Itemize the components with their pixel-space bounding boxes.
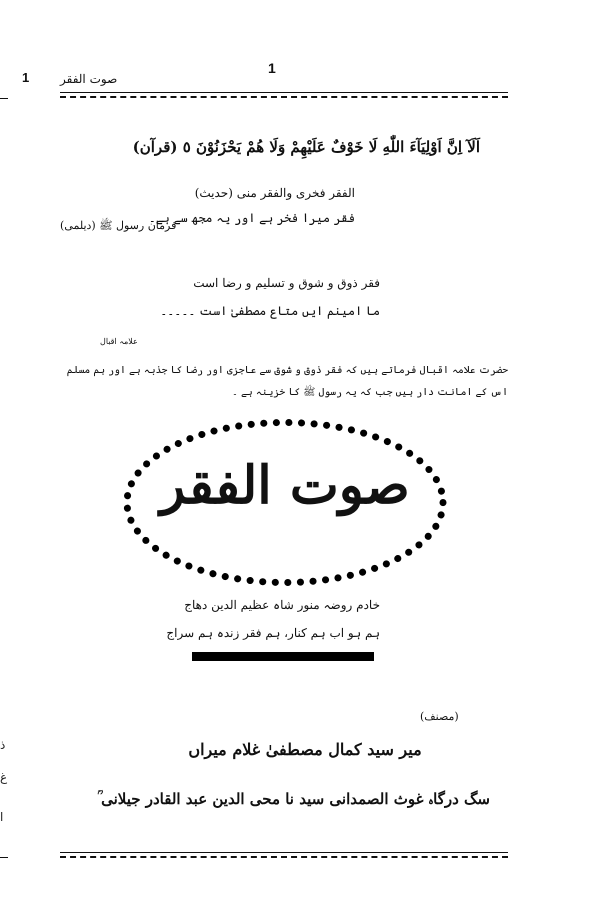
side-rule (0, 857, 8, 858)
khadim-line-2: ہم ہو اب ہم کنار، ہم فقر زندہ ہم سراج (166, 626, 380, 640)
hadith-urdu: فقر میرا فخر ہے اور یہ مجھ سے ہے۔ (148, 211, 355, 225)
hadith-arabic: الفقر فخری والفقر منی (حدیث) (194, 186, 355, 200)
black-bar (192, 652, 374, 661)
side-page-number: 1 (22, 70, 30, 85)
author-name: میر سید کمال مصطفیٰ غلام میراں (188, 740, 422, 759)
iqbal-paragraph: حضرت علامہ اقبال فرماتے ہیں کہ فقر ذوق و شوق سے عاجزی اور رضا کا جذبہ ہے اور ہم مسلم اس کے امانت دار ہیں جب کہ یہ رسول ﷺ کا خزینہ ہے ۔ (66, 365, 508, 398)
header-rule (60, 92, 508, 98)
quran-verse-text: اَلَآ اِنَّ اَوْلِيَآءَ اللّٰهِ لَا خَوْفٌ عَلَيْهِمْ وَلَا هُمْ يَحْزَنُوْنَ ٥ (182, 138, 480, 156)
side-mark: ذ (0, 738, 6, 752)
side-mark: ا (0, 810, 4, 824)
iqbal-tag: علامہ اقبال (100, 337, 138, 346)
header-title: صوت الفقر (60, 72, 118, 86)
author-label: (مصنف) (420, 710, 459, 723)
quran-source: (قرآن) (132, 138, 178, 156)
quran-verse (75, 138, 480, 156)
page-number: 1 (268, 60, 276, 76)
author-dedication: سگ درگاہ غوث الصمدانی سید نا محی الدین عبد القادر جیلانی ؒ (97, 790, 490, 808)
book-title: صوت الفقر (160, 455, 410, 516)
side-rule (0, 98, 8, 99)
hadith-attribution: فرمان رسول ﷺ (دیلمی) (60, 219, 177, 232)
couplet-line-1: فقر ذوق و شوق و تسلیم و رضا است (193, 276, 380, 290)
side-mark: غ (0, 770, 8, 784)
footer-rule (60, 852, 508, 858)
couplet-line-2: ما امینم ایں متاع مصطفیٰ است ۔۔۔۔۔ (160, 304, 380, 318)
khadim-line-1: خادم روضہ منور شاہ عظیم الدین دھاج (184, 598, 380, 612)
